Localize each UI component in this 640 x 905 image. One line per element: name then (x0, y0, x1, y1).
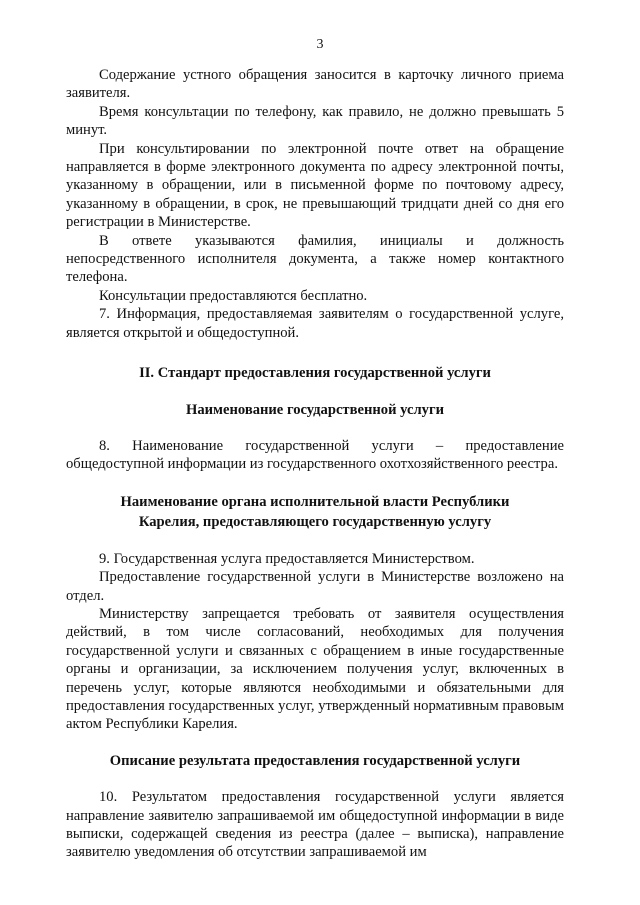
paragraph-free-consultation: Консультации предоставляются бесплатно. (99, 287, 368, 304)
document-body (66, 66, 564, 862)
page-number: 3 (316, 37, 324, 52)
paragraph-item-8: 8. Наименование государственной услуги – предоставление общедоступной информации из государственного охотхозяйственного реестра. (66, 437, 564, 473)
subheading-service-name: Наименование государственной услуги (186, 401, 444, 418)
paragraph-item-7: 7. Информация, предоставляемая заявителям о государственной услуге, является открытой и общедоступной. (66, 306, 564, 341)
paragraph-response-contents: В ответе указываются фамилия, инициалы и должность непосредственного исполнителя документа, а также номер контактного телефона. (66, 232, 564, 286)
paragraph-prohibition: Министерству запрещается требовать от заявителя осуществления действий, в том числе согласований, необходимых для получения государственной услуги и связанных с обращением в иные государственные органы и организации, за исключением получения услуг, включенных в перечень услуг, которые являются необходимыми и обязательными для предоставления государственных услуг, утвержденный нормативным правовым актом Республики Карелия. (66, 605, 564, 733)
paragraph-phone-consultation: Время консультации по телефону, как правило, не должно превышать 5 минут. (66, 103, 564, 139)
subheading-authority-line-2: Карелия, предоставляющего государственную услугу (138, 513, 492, 530)
paragraph-oral-appeal: Содержание устного обращения заносится в карточку личного приема заявителя. (66, 67, 564, 102)
subheading-authority-line-1: Наименование органа исполнительной власти Республики (120, 493, 510, 510)
subheading-result-description: Описание результата предоставления государственной услуги (109, 752, 521, 769)
paragraph-department: Предоставление государственной услуги в Министерстве возложено на отдел. (66, 569, 564, 604)
paragraph-email-consultation: При консультировании по электронной почте ответ на обращение направляется в форме электронного документа по адресу электронной почты, указанному в обращении, или в письменной форме по почтовому адресу, указанному в обращении, в срок, не превышающий тридцати дней со дня его регистрации в Министерстве. (66, 140, 564, 231)
section-heading-standard: II. Стандарт предоставления государственной услуги (139, 365, 491, 382)
paragraph-item-9: 9. Государственная услуга предоставляется Министерством. (99, 550, 475, 567)
paragraph-item-10: 10. Результатом предоставления государственной услуги является направление заявителю запрашиваемой им общедоступной информации в виде выписки, содержащей сведения из реестра (далее – выписка), направление заявителю уведомления об отсутствии запрашиваемой им (66, 789, 564, 861)
